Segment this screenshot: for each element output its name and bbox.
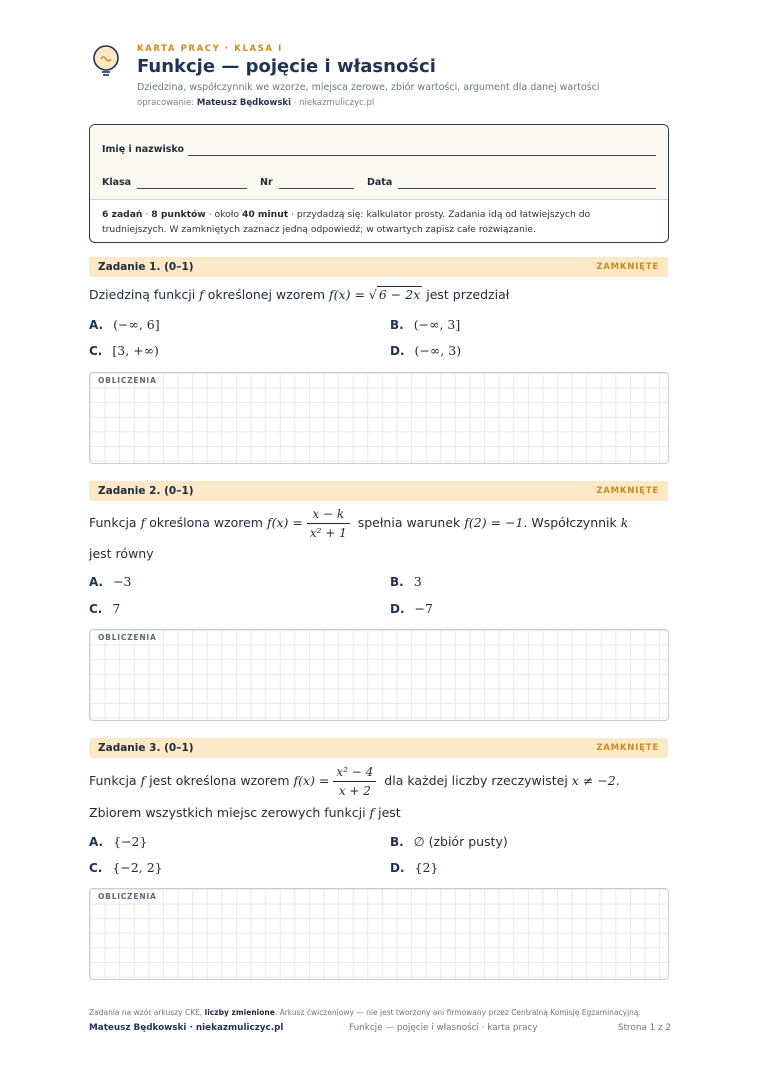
- author-line: [137, 98, 374, 108]
- q3-denominator: x + 2: [338, 784, 371, 798]
- task-1-calc-area[interactable]: [89, 372, 669, 464]
- task-1-title: Zadanie 1. (0–1): [98, 261, 194, 273]
- task-3-option-b[interactable]: [390, 834, 508, 849]
- option-value: [3, +∞): [112, 343, 159, 358]
- task-2-calc-area[interactable]: [89, 629, 669, 721]
- q2-after2: . Współczynnik: [523, 515, 621, 530]
- q3-text: Funkcja: [89, 773, 141, 788]
- footer-note-bold: liczby zmienione: [204, 1008, 275, 1017]
- option-value: 7: [112, 601, 121, 616]
- option-value: (−∞, 3]: [413, 317, 461, 332]
- q1-fx: f(x) =: [329, 287, 369, 302]
- option-value: −3: [113, 574, 132, 589]
- task-3-calc-area[interactable]: [89, 888, 669, 980]
- q1-f: f: [199, 287, 204, 302]
- name-field[interactable]: [188, 155, 656, 156]
- option-letter: B.: [390, 318, 404, 332]
- task-2-question-line2: jest równy: [89, 546, 154, 561]
- task-2-question: [89, 507, 628, 540]
- q1-text: Dziedziną funkcji: [89, 287, 200, 302]
- option-letter: D.: [390, 861, 405, 875]
- task-3-option-d[interactable]: [390, 860, 438, 875]
- task-1-option-a[interactable]: [89, 317, 160, 332]
- info-tasks: 6 zadań: [102, 209, 143, 220]
- info-points: 8 punktów: [151, 209, 206, 220]
- date-label: Data: [367, 177, 393, 188]
- q3-numerator: x² − 4: [333, 765, 376, 782]
- footer-page-number: Strona 1 z 2: [618, 1023, 672, 1033]
- task-3-header: [89, 738, 668, 758]
- task-2-header: [89, 481, 668, 501]
- option-letter: D.: [390, 602, 405, 616]
- q2-k: k: [620, 515, 629, 530]
- task-1-tag: ZAMKNIĘTE: [596, 262, 659, 272]
- footer-note-pre: Zadania na wzór arkuszy CKE,: [89, 1008, 205, 1017]
- info-minutes: 40 minut: [241, 209, 289, 220]
- q3-fraction: [333, 765, 376, 798]
- page-title: Funkcje — pojęcie i własności: [137, 56, 436, 77]
- option-letter: C.: [89, 344, 103, 358]
- footer-author: Mateusz Będkowski · niekazmuliczyc.pl: [89, 1023, 284, 1033]
- q2-after: spełnia warunek: [353, 515, 465, 530]
- calc-label: OBLICZENIA: [98, 376, 157, 385]
- q2-text: Funkcja: [89, 515, 141, 530]
- task-3-option-c[interactable]: [89, 860, 163, 875]
- nr-label: Nr: [260, 177, 273, 188]
- q2-denominator: x² + 1: [309, 526, 347, 540]
- option-letter: D.: [390, 344, 405, 358]
- option-value: {−2}: [113, 834, 148, 849]
- task-2-option-d[interactable]: [390, 601, 433, 616]
- task-2-tag: ZAMKNIĘTE: [596, 486, 659, 496]
- task-3-option-a[interactable]: [89, 834, 147, 849]
- q2-f: f: [140, 515, 146, 530]
- task-2-option-b[interactable]: [390, 574, 422, 589]
- q1-radicand: 6 − 2x: [378, 287, 421, 302]
- q3-fx: f(x) =: [293, 773, 330, 788]
- option-extra: (zbiór pusty): [424, 834, 508, 849]
- footer-doc-title: Funkcje — pojęcie i własności · karta pracy: [349, 1023, 538, 1033]
- q3-line2-f: f: [369, 805, 375, 820]
- class-field[interactable]: [137, 188, 247, 189]
- task-1-option-c[interactable]: [89, 343, 159, 358]
- info-line2: trudniejszych. W zamkniętych zaznacz jedną odpowiedź; w otwartych zapisz całe rozwiązanie.: [102, 224, 536, 235]
- student-info-box: [89, 124, 669, 243]
- q2-mid: określona wzorem: [145, 515, 267, 530]
- author-prefix: opracowanie:: [137, 98, 195, 108]
- task-2-option-c[interactable]: [89, 601, 120, 616]
- q2-numerator: x − k: [307, 507, 350, 524]
- option-value: −7: [414, 601, 433, 616]
- option-letter: C.: [89, 861, 103, 875]
- option-letter: A.: [89, 318, 104, 332]
- q2-fx: f(x) =: [266, 515, 303, 530]
- date-field[interactable]: [398, 188, 656, 189]
- option-value: (−∞, 6]: [113, 317, 160, 332]
- footer-note: [89, 1008, 641, 1017]
- task-1-option-d[interactable]: [390, 343, 461, 358]
- q2-fraction: [307, 507, 350, 540]
- worksheet-eyebrow: KARTA PRACY · KLASA I: [137, 44, 283, 54]
- option-value: {2}: [414, 860, 439, 875]
- q3-after: dla każdej liczby rzeczywistej: [380, 773, 572, 788]
- q3-line2-pre: Zbiorem wszystkich miejsc zerowych funkcji: [89, 805, 370, 820]
- q2-condition: f(2) = −1: [464, 515, 524, 530]
- option-letter: A.: [89, 575, 104, 589]
- q1-mid: określonej wzorem: [203, 287, 330, 302]
- name-label: Imię i nazwisko: [102, 144, 184, 155]
- calc-label: OBLICZENIA: [98, 892, 157, 901]
- info-sep: ·: [142, 209, 152, 220]
- task-3-title: Zadanie 3. (0–1): [98, 742, 194, 754]
- student-fields: [90, 125, 668, 200]
- option-letter: A.: [89, 835, 104, 849]
- task-2-title: Zadanie 2. (0–1): [98, 485, 194, 497]
- sqrt-symbol: √: [368, 287, 377, 302]
- task-1-option-b[interactable]: [390, 317, 460, 332]
- q3-mid: jest określona wzorem: [145, 773, 294, 788]
- task-1-question: [89, 287, 509, 302]
- option-value: ∅: [413, 834, 425, 849]
- task-3-question-line2: [89, 805, 401, 820]
- page-subtitle: Dziedzina, współczynnik we wzorze, miejsca zerowe, zbiór wartości, argument dla danej wartości: [137, 82, 600, 93]
- task-3-question: [89, 765, 620, 798]
- option-letter: B.: [390, 835, 404, 849]
- footer-note-post: . Arkusz ćwiczeniowy — nie jest tworzony ani firmowany przez Centralną Komisję Egzaminacyjną.: [274, 1008, 641, 1017]
- option-letter: C.: [89, 602, 103, 616]
- option-value: 3: [413, 574, 422, 589]
- info-mid: · około: [205, 209, 242, 220]
- class-label: Klasa: [102, 177, 132, 188]
- author-site: · niekazmuliczyc.pl: [293, 98, 375, 108]
- lightbulb-icon: [91, 44, 121, 80]
- q3-dot: .: [615, 773, 620, 788]
- option-value: {−2, 2}: [112, 860, 163, 875]
- q1-post: jest przedział: [422, 287, 510, 302]
- task-3-tag: ZAMKNIĘTE: [596, 743, 659, 753]
- task-2-option-a[interactable]: [89, 574, 132, 589]
- option-letter: B.: [390, 575, 404, 589]
- q3-condition: x ≠ −2: [571, 773, 616, 788]
- option-value: (−∞, 3): [414, 343, 462, 358]
- calc-label: OBLICZENIA: [98, 633, 157, 642]
- worksheet-info: [102, 207, 658, 237]
- q3-line2-post: jest: [374, 805, 401, 820]
- author-name: Mateusz Będkowski: [196, 98, 292, 108]
- q3-f: f: [140, 773, 146, 788]
- nr-field[interactable]: [279, 188, 354, 189]
- task-1-header: [89, 257, 668, 277]
- info-rest: · przydadzą się: kalkulator prosty. Zadania idą od łatwiejszych do: [288, 209, 591, 220]
